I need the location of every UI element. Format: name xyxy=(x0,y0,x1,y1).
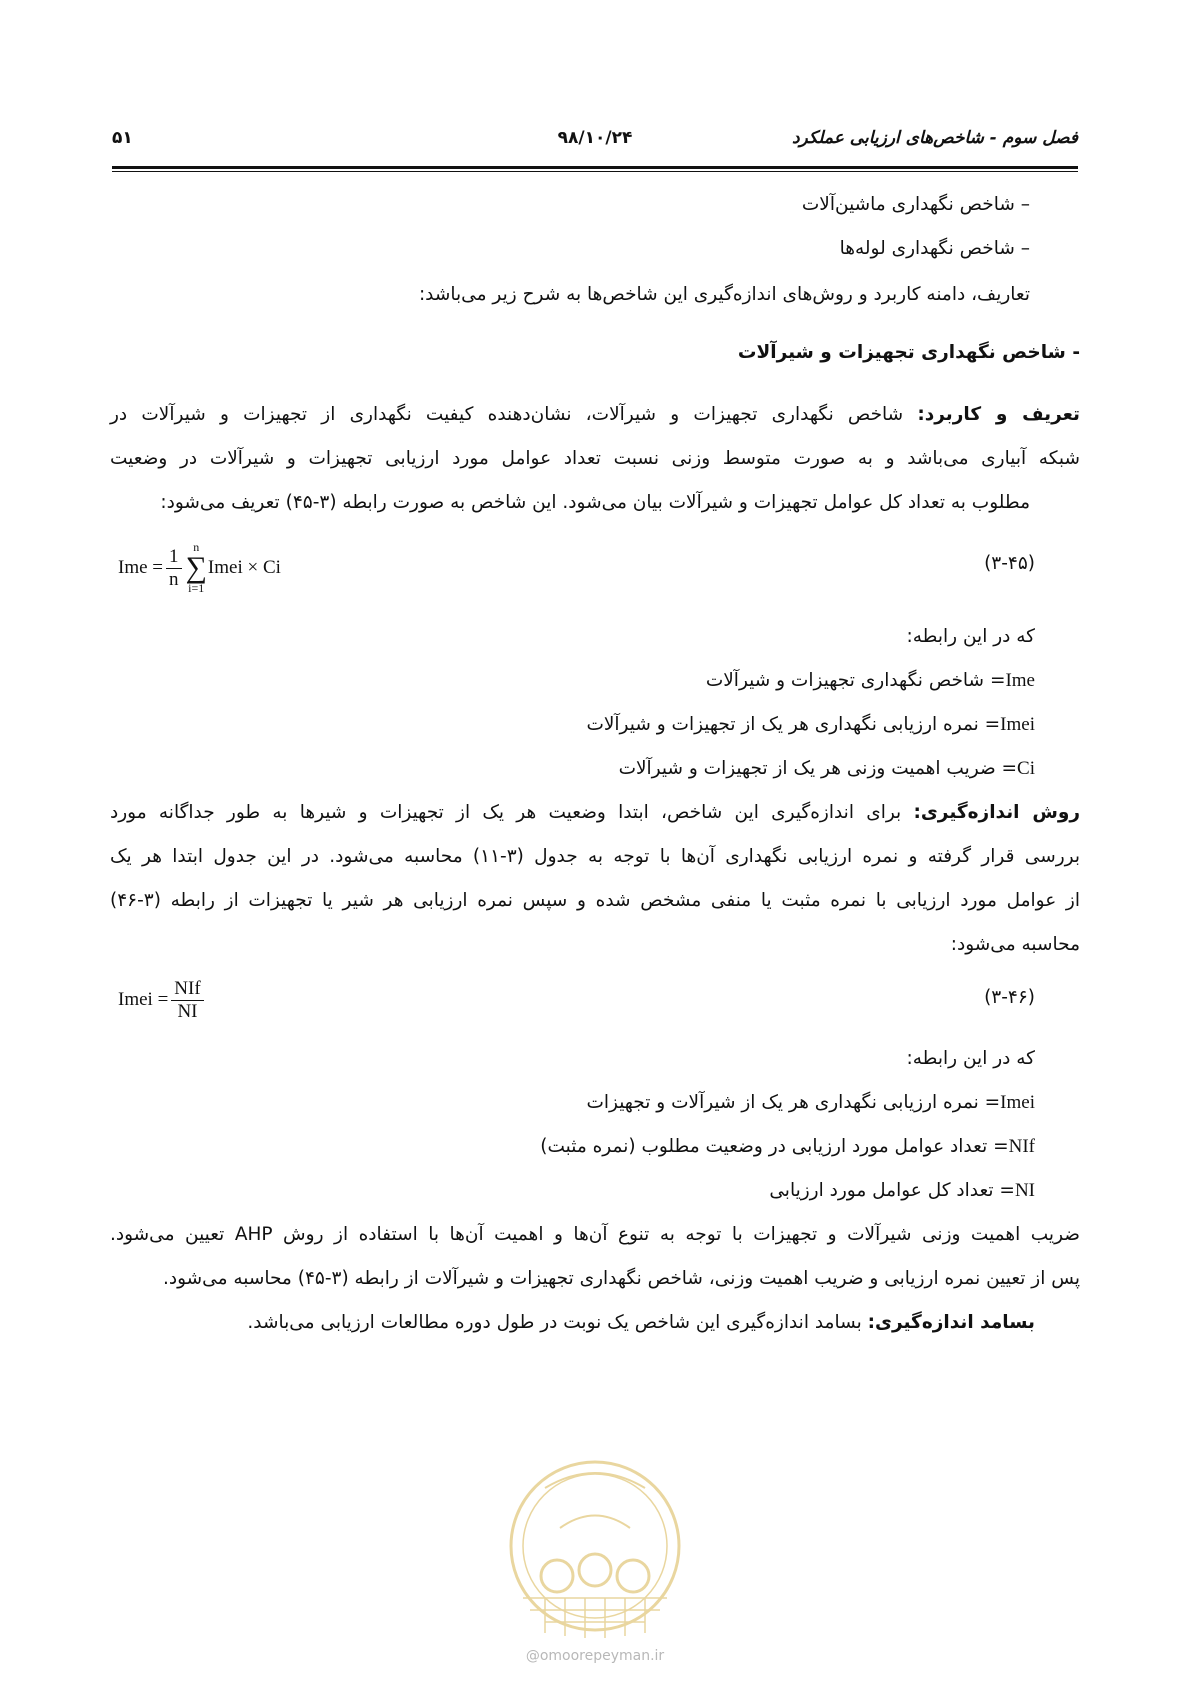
weight-text: ضریب اهمیت وزنی شیرآلات و تجهیزات با توجه به تنوع آن‌ها و اهمیت آن‌ها با استفاده از روش AHP تعیین می‌شود. xyxy=(110,1224,1080,1245)
method-line: روش اندازه‌گیری: برای اندازه‌گیری این شاخص، ابتدا وضعیت هر یک از تجهیزات و شیرها به طور جداگانه مورد xyxy=(110,802,1080,823)
definition-line: شبکه آبیاری می‌باشد و به صورت متوسط وزنی نسبت تعداد عوامل مورد ارزیابی تجهیزات و شیرآلات در وضعیت xyxy=(110,448,1080,469)
bullet-item: – شاخص نگهداری لوله‌ها xyxy=(839,238,1030,259)
variable-definition: Ime= شاخص نگهداری تجهیزات و شیرآلات xyxy=(705,670,1035,691)
eq45-lhs: Ime = xyxy=(118,557,164,578)
seal-logo-icon xyxy=(505,1458,685,1643)
definition-line: تعریف و کاربرد: شاخص نگهداری تجهیزات و شیرآلات، نشان‌دهنده کیفیت نگهداری از تجهیزات و شیرآلات در xyxy=(110,404,1080,425)
where-label: که در این رابطه: xyxy=(906,1048,1035,1069)
method-label: روش اندازه‌گیری: xyxy=(913,802,1080,823)
method-line: محاسبه می‌شود: xyxy=(950,934,1080,955)
watermark-seal xyxy=(505,1458,685,1643)
definition-line: مطلوب به تعداد کل عوامل تجهیزات و شیرآلات بیان می‌شود. این شاخص به صورت رابطه (۳-۴۵) تعریف می‌شود: xyxy=(160,492,1030,513)
page-header xyxy=(112,128,1078,154)
header-rule-thick xyxy=(112,166,1078,169)
header-date: ۹۸/۱۰/۲۴ xyxy=(557,128,633,148)
header-rule-thin xyxy=(112,171,1078,172)
frequency-label: بسامد اندازه‌گیری: xyxy=(867,1312,1035,1333)
watermark-url: @omoorepeyman.ir xyxy=(525,1648,665,1664)
eq45-rhs: Imei × Ci xyxy=(207,557,281,578)
equation-number: (۳-۴۶) xyxy=(984,987,1035,1008)
frequency-line: بسامد اندازه‌گیری: بسامد اندازه‌گیری این شاخص یک نوبت در طول دوره مطالعات ارزیابی می‌باشد. xyxy=(247,1312,1035,1333)
eq46-lhs: Imei = xyxy=(118,989,169,1010)
eq45-fraction: $\frac{1}{n}$ xyxy=(166,546,182,591)
weight-text: پس از تعیین نمره ارزیابی و ضریب اهمیت وزنی، شاخص نگهداری تجهیزات و شیرآلات از رابطه (۳-۴۵) محاسبه می‌شود. xyxy=(162,1268,1080,1289)
page-number: ۵۱ xyxy=(112,128,133,148)
method-line: بررسی قرار گرفته و نمره ارزیابی نگهداری آن‌ها با توجه به جدول (۳-۱۱) محاسبه می‌شود. در این جدول ابتدا هر یک xyxy=(110,846,1081,867)
variable-definition: Imei= نمره ارزیابی نگهداری هر یک از تجهیزات و شیرآلات xyxy=(586,714,1035,735)
summation-symbol: n ∑ i=1 xyxy=(185,540,207,595)
variable-definition: NIf= تعداد عوامل مورد ارزیابی در وضعیت مطلوب (نمره مثبت) xyxy=(540,1136,1035,1157)
intro-text: تعاریف، دامنه کاربرد و روش‌های اندازه‌گیری این شاخص‌ها به شرح زیر می‌باشد: xyxy=(418,284,1030,305)
section-title: - شاخص نگهداری تجهیزات و شیرآلات xyxy=(737,342,1080,363)
variable-definition: Ci= ضریب اهمیت وزنی هر یک از تجهیزات و شیرآلات xyxy=(618,758,1035,779)
equation-number: (۳-۴۵) xyxy=(984,553,1035,574)
chapter-title: فصل سوم - شاخص‌های ارزیابی عملکرد xyxy=(791,128,1078,148)
definition-label: تعریف و کاربرد: xyxy=(917,404,1080,425)
variable-definition: Imei= نمره ارزیابی نگهداری هر یک از شیرآلات و تجهیزات xyxy=(586,1092,1035,1113)
where-label: که در این رابطه: xyxy=(906,626,1035,647)
method-line: از عوامل مورد ارزیابی با نمره مثبت یا منفی مشخص شده و سپس نمره ارزیابی هر شیر یا تجهیزات از رابطه (۳-۴۶) xyxy=(110,890,1080,911)
bullet-item: – شاخص نگهداری ماشین‌آلات xyxy=(801,194,1030,215)
eq46-fraction: $\frac{\text{NIf}}{NI}$ xyxy=(171,978,203,1023)
equation-45 xyxy=(118,534,281,602)
equation-46 xyxy=(118,972,207,1028)
variable-definition: NI= تعداد کل عوامل مورد ارزیابی xyxy=(769,1180,1035,1201)
